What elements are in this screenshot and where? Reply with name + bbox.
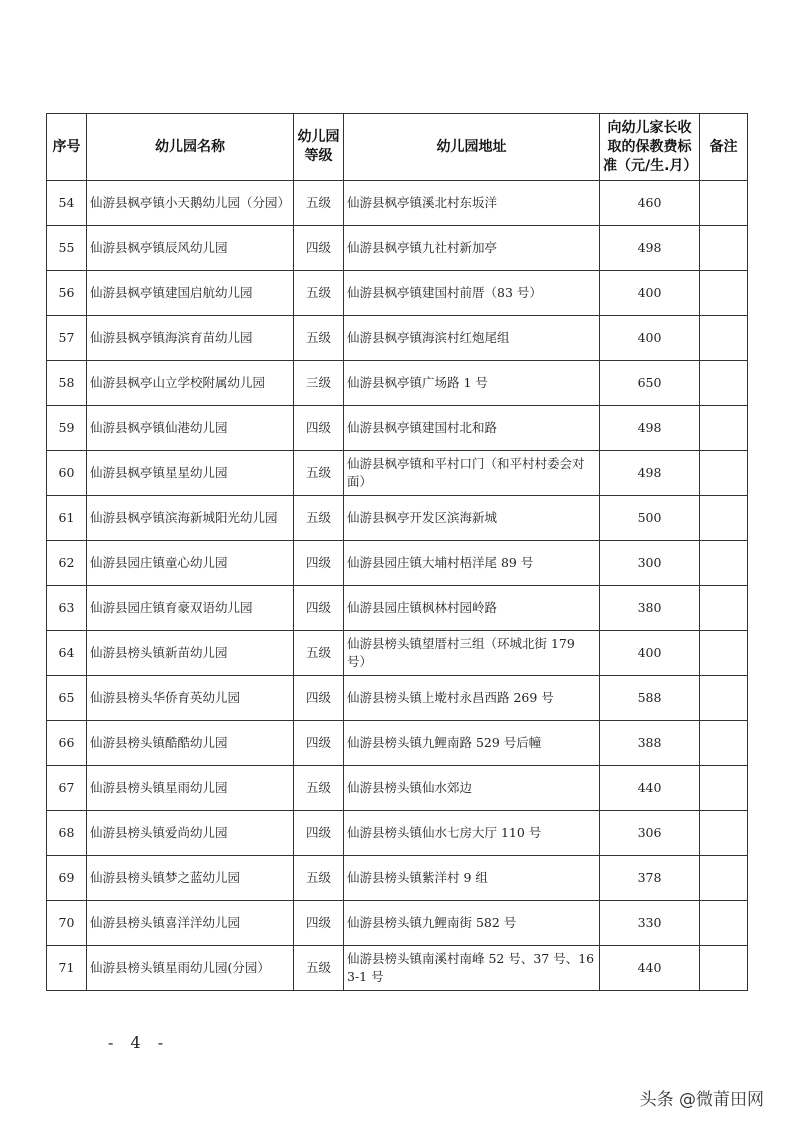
cell-name: 仙游县榜头华侨育英幼儿园 — [87, 676, 294, 721]
cell-fee: 498 — [600, 226, 700, 271]
table-row — [47, 226, 748, 271]
cell-num: 61 — [47, 496, 87, 541]
cell-remark — [700, 856, 748, 901]
cell-fee: 378 — [600, 856, 700, 901]
cell-remark — [700, 226, 748, 271]
cell-fee: 400 — [600, 316, 700, 361]
cell-grade: 四级 — [294, 586, 344, 631]
cell-name: 仙游县枫亭山立学校附属幼儿园 — [87, 361, 294, 406]
cell-num: 54 — [47, 181, 87, 226]
cell-num: 70 — [47, 901, 87, 946]
header-fee: 向幼儿家长收取的保教费标准（元/生.月） — [600, 114, 700, 181]
table-row — [47, 361, 748, 406]
cell-remark — [700, 271, 748, 316]
cell-name: 仙游县园庄镇童心幼儿园 — [87, 541, 294, 586]
cell-address: 仙游县榜头镇仙水七房大厅 110 号 — [344, 811, 600, 856]
cell-fee: 650 — [600, 361, 700, 406]
table-row — [47, 946, 748, 991]
cell-address: 仙游县榜头镇九鲤南路 529 号后幢 — [344, 721, 600, 766]
cell-num: 60 — [47, 451, 87, 496]
cell-address: 仙游县枫亭镇九社村新加亭 — [344, 226, 600, 271]
cell-grade: 四级 — [294, 226, 344, 271]
cell-grade: 四级 — [294, 721, 344, 766]
table-header-row — [47, 114, 748, 181]
cell-grade: 五级 — [294, 631, 344, 676]
header-name: 幼儿园名称 — [87, 114, 294, 181]
cell-address: 仙游县园庄镇大埔村梧洋尾 89 号 — [344, 541, 600, 586]
cell-name: 仙游县枫亭镇小天鹅幼儿园（分园） — [87, 181, 294, 226]
cell-name: 仙游县榜头镇新苗幼儿园 — [87, 631, 294, 676]
cell-fee: 440 — [600, 766, 700, 811]
cell-remark — [700, 361, 748, 406]
cell-num: 66 — [47, 721, 87, 766]
cell-remark — [700, 181, 748, 226]
table-row — [47, 901, 748, 946]
cell-address: 仙游县榜头镇上墘村永昌西路 269 号 — [344, 676, 600, 721]
table-row — [47, 271, 748, 316]
cell-address: 仙游县枫亭镇和平村口门（和平村村委会对面） — [344, 451, 600, 496]
cell-remark — [700, 721, 748, 766]
cell-grade: 五级 — [294, 946, 344, 991]
cell-name: 仙游县枫亭镇海滨育苗幼儿园 — [87, 316, 294, 361]
cell-grade: 五级 — [294, 496, 344, 541]
cell-grade: 五级 — [294, 856, 344, 901]
cell-num: 57 — [47, 316, 87, 361]
cell-grade: 三级 — [294, 361, 344, 406]
cell-grade: 四级 — [294, 406, 344, 451]
cell-remark — [700, 676, 748, 721]
cell-num: 55 — [47, 226, 87, 271]
table-row — [47, 406, 748, 451]
cell-address: 仙游县枫亭镇广场路 1 号 — [344, 361, 600, 406]
cell-name: 仙游县枫亭镇建国启航幼儿园 — [87, 271, 294, 316]
cell-num: 59 — [47, 406, 87, 451]
cell-grade: 四级 — [294, 811, 344, 856]
cell-address: 仙游县榜头镇南溪村南峰 52 号、37 号、163-1 号 — [344, 946, 600, 991]
cell-grade: 四级 — [294, 676, 344, 721]
cell-fee: 500 — [600, 496, 700, 541]
cell-remark — [700, 316, 748, 361]
cell-address: 仙游县园庄镇枫林村园岭路 — [344, 586, 600, 631]
cell-address: 仙游县榜头镇九鲤南街 582 号 — [344, 901, 600, 946]
page-number: - 4 - — [108, 1033, 170, 1052]
cell-grade: 四级 — [294, 541, 344, 586]
cell-fee: 306 — [600, 811, 700, 856]
cell-num: 64 — [47, 631, 87, 676]
cell-num: 58 — [47, 361, 87, 406]
cell-address: 仙游县枫亭开发区滨海新城 — [344, 496, 600, 541]
cell-remark — [700, 946, 748, 991]
cell-name: 仙游县榜头镇星雨幼儿园(分园） — [87, 946, 294, 991]
cell-num: 71 — [47, 946, 87, 991]
cell-grade: 五级 — [294, 181, 344, 226]
table-row — [47, 676, 748, 721]
cell-address: 仙游县枫亭镇溪北村东坂洋 — [344, 181, 600, 226]
table-row — [47, 766, 748, 811]
cell-address: 仙游县枫亭镇海滨村红炮尾组 — [344, 316, 600, 361]
cell-remark — [700, 541, 748, 586]
cell-fee: 330 — [600, 901, 700, 946]
cell-fee: 380 — [600, 586, 700, 631]
cell-address: 仙游县榜头镇仙水郊边 — [344, 766, 600, 811]
table-row — [47, 541, 748, 586]
cell-grade: 四级 — [294, 901, 344, 946]
table-row — [47, 721, 748, 766]
cell-address: 仙游县枫亭镇建国村北和路 — [344, 406, 600, 451]
header-address: 幼儿园地址 — [344, 114, 600, 181]
cell-fee: 388 — [600, 721, 700, 766]
cell-grade: 五级 — [294, 271, 344, 316]
cell-fee: 300 — [600, 541, 700, 586]
cell-num: 63 — [47, 586, 87, 631]
cell-fee: 498 — [600, 451, 700, 496]
table-row — [47, 631, 748, 676]
cell-name: 仙游县枫亭镇星星幼儿园 — [87, 451, 294, 496]
cell-remark — [700, 586, 748, 631]
cell-remark — [700, 451, 748, 496]
cell-address: 仙游县榜头镇紫洋村 9 组 — [344, 856, 600, 901]
cell-fee: 400 — [600, 271, 700, 316]
cell-name: 仙游县榜头镇梦之蓝幼儿园 — [87, 856, 294, 901]
cell-remark — [700, 406, 748, 451]
cell-name: 仙游县榜头镇酷酷幼儿园 — [87, 721, 294, 766]
cell-name: 仙游县枫亭镇辰风幼儿园 — [87, 226, 294, 271]
table-row — [47, 856, 748, 901]
cell-num: 68 — [47, 811, 87, 856]
cell-name: 仙游县榜头镇爱尚幼儿园 — [87, 811, 294, 856]
cell-fee: 498 — [600, 406, 700, 451]
table-row — [47, 316, 748, 361]
cell-name: 仙游县枫亭镇仙港幼儿园 — [87, 406, 294, 451]
header-num: 序号 — [47, 114, 87, 181]
cell-num: 65 — [47, 676, 87, 721]
cell-name: 仙游县园庄镇育豪双语幼儿园 — [87, 586, 294, 631]
table-row — [47, 586, 748, 631]
cell-grade: 五级 — [294, 451, 344, 496]
cell-address: 仙游县枫亭镇建国村前厝（83 号） — [344, 271, 600, 316]
cell-fee: 460 — [600, 181, 700, 226]
cell-name: 仙游县榜头镇喜洋洋幼儿园 — [87, 901, 294, 946]
cell-fee: 588 — [600, 676, 700, 721]
cell-fee: 440 — [600, 946, 700, 991]
table-row — [47, 181, 748, 226]
cell-address: 仙游县榜头镇望厝村三组（环城北街 179 号） — [344, 631, 600, 676]
cell-remark — [700, 766, 748, 811]
cell-remark — [700, 631, 748, 676]
cell-remark — [700, 901, 748, 946]
header-grade: 幼儿园等级 — [294, 114, 344, 181]
cell-name: 仙游县枫亭镇滨海新城阳光幼儿园 — [87, 496, 294, 541]
watermark: 头条 @微莆田网 — [639, 1090, 764, 1110]
cell-remark — [700, 811, 748, 856]
cell-num: 69 — [47, 856, 87, 901]
cell-grade: 五级 — [294, 316, 344, 361]
table-body — [47, 181, 748, 991]
header-remark: 备注 — [700, 114, 748, 181]
cell-fee: 400 — [600, 631, 700, 676]
cell-num: 67 — [47, 766, 87, 811]
table-row — [47, 451, 748, 496]
cell-grade: 五级 — [294, 766, 344, 811]
table-row — [47, 811, 748, 856]
cell-name: 仙游县榜头镇星雨幼儿园 — [87, 766, 294, 811]
kindergarten-fee-table — [46, 113, 748, 991]
cell-num: 62 — [47, 541, 87, 586]
cell-num: 56 — [47, 271, 87, 316]
table-row — [47, 496, 748, 541]
cell-remark — [700, 496, 748, 541]
